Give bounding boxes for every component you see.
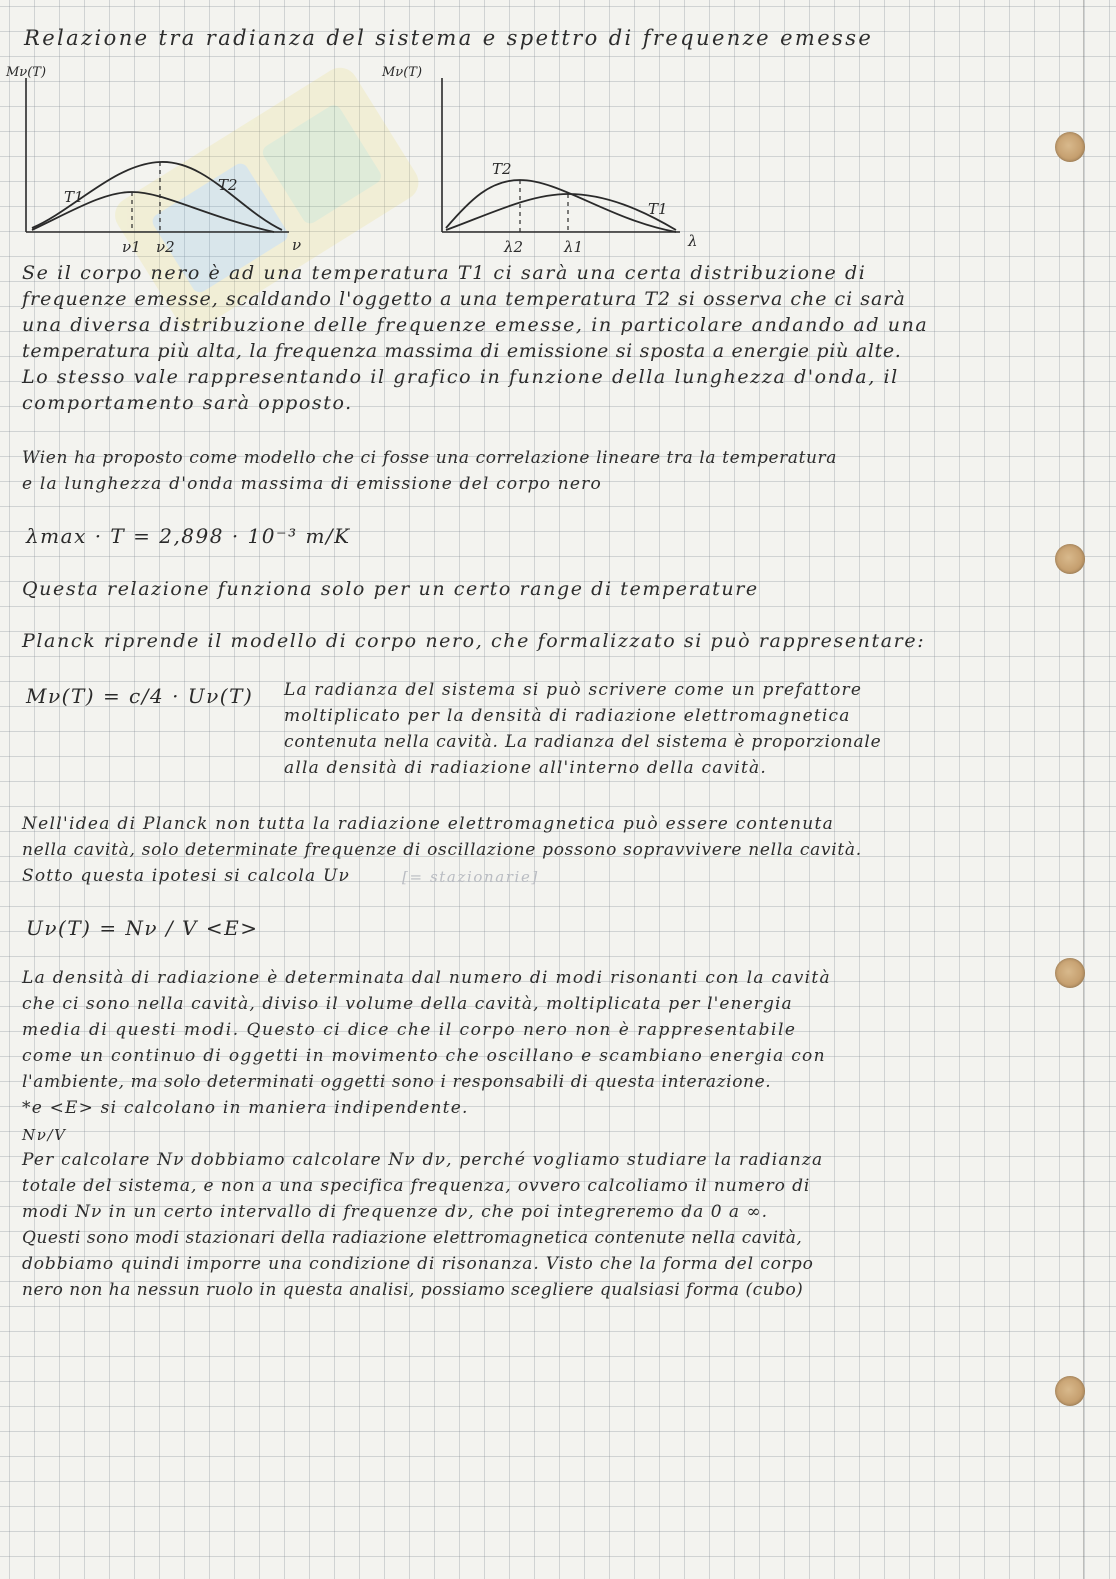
p1-line-5: Lo stesso vale rappresentando il grafico in funzione della lunghezza d'onda, il — [22, 366, 899, 388]
planck-desc-2: moltiplicato per la densità di radiazione elettromagnetica — [284, 706, 851, 726]
graph-left-tick-nu2: ν2 — [156, 238, 175, 256]
p6-note: Nν/V — [22, 1126, 67, 1144]
graph-frequency — [4, 60, 304, 260]
page-title: Relazione tra radianza del sistema e spettro di frequenze emesse — [24, 26, 874, 50]
p5-line-1: Nell'idea di Planck non tutta la radiazione elettromagnetica può essere contenuta — [22, 814, 835, 834]
p6-line-4: come un continuo di oggetti in movimento che oscillano e scambiano energia con — [22, 1046, 826, 1066]
graph-right-tick-lambda1: λ1 — [564, 238, 584, 256]
graph-right-xlabel: λ — [688, 232, 698, 250]
p2-line-1: Wien ha proposto come modello che ci fosse una correlazione lineare tra la temperatura — [22, 448, 838, 468]
p5-line-3: Sotto questa ipotesi si calcola Uν — [22, 866, 351, 886]
p6-line-6: *e <E> si calcolano in maniera indipendente. — [22, 1098, 469, 1118]
margin-line — [1083, 0, 1084, 1579]
punch-hole-3 — [1055, 958, 1085, 988]
p1-line-6: comportamento sarà opposto. — [22, 392, 353, 414]
graph-wavelength-svg — [380, 60, 710, 260]
planck-desc-1: La radianza del sistema si può scrivere come un prefattore — [284, 680, 863, 700]
p6-line-2: che ci sono nella cavità, diviso il volume della cavità, moltiplicata per l'energia — [22, 994, 793, 1014]
p7-line-2: totale del sistema, e non a una specifica frequenza, ovvero calcoliamo il numero di — [22, 1176, 811, 1196]
p7-line-6: nero non ha nessun ruolo in questa analisi, possiamo scegliere qualsiasi forma (cubo) — [22, 1280, 804, 1300]
p1-line-1: Se il corpo nero è ad una temperatura T1 ci sarà una certa distribuzione di — [22, 262, 867, 284]
planck-formula: Mν(T) = c/4 · Uν(T) — [26, 684, 254, 708]
p7-line-5: dobbiamo quindi imporre una condizione di risonanza. Visto che la forma del corpo — [22, 1254, 814, 1274]
graph-frequency-svg — [4, 60, 304, 260]
p1-line-3: una diversa distribuzione delle frequenze emesse, in particolare andando ad una — [22, 314, 929, 336]
p2-line-2: e la lunghezza d'onda massima di emissione del corpo nero — [22, 474, 602, 494]
p7-line-4: Questi sono modi stazionari della radiazione elettromagnetica contenute nella cavità, — [22, 1228, 803, 1248]
punch-hole-2 — [1055, 544, 1085, 574]
planck-desc-3: contenuta nella cavità. La radianza del sistema è proporzionale — [284, 732, 882, 752]
p4-line: Planck riprende il modello di corpo nero, che formalizzato si può rappresentare: — [22, 630, 926, 652]
p6-line-5: l'ambiente, ma solo determinati oggetti sono i responsabili di questa interazione. — [22, 1072, 772, 1092]
graph-right-ylabel: Mν(T) — [382, 65, 423, 80]
graph-left-ylabel: Mν(T) — [6, 65, 47, 80]
graph-wavelength — [380, 60, 710, 260]
p5-line-2: nella cavità, solo determinate frequenze di oscillazione possono sopravvivere nella cavità. — [22, 840, 862, 860]
p3-line: Questa relazione funziona solo per un certo range di temperature — [22, 578, 759, 600]
p7-line-1: Per calcolare Nν dobbiamo calcolare Nν dν, perché vogliamo studiare la radianza — [22, 1150, 824, 1170]
planck-desc-4: alla densità di radiazione all'interno della cavità. — [284, 758, 767, 778]
curve-right-t1 — [446, 194, 676, 230]
p1-line-4: temperatura più alta, la frequenza massima di emissione si sposta a energie più alte. — [22, 340, 902, 362]
wien-formula: λmax · T = 2,898 · 10⁻³ m/K — [26, 524, 351, 548]
graph-right-label-t2: T2 — [492, 160, 512, 178]
u-formula: Uν(T) = Nν / V <E> — [26, 916, 259, 940]
curve-right-t2 — [446, 180, 676, 232]
p7-line-3: modi Nν in un certo intervallo di frequenze dν, che poi integreremo da 0 a ∞. — [22, 1202, 769, 1222]
graph-left-label-t1: T1 — [64, 188, 84, 206]
graph-right-label-t1: T1 — [648, 200, 668, 218]
p6-line-1: La densità di radiazione è determinata dal numero di modi risonanti con la cavità — [22, 968, 831, 988]
graph-right-tick-lambda2: λ2 — [504, 238, 524, 256]
p1-line-2: frequenze emesse, scaldando l'oggetto a una temperatura T2 si osserva che ci sarà — [22, 288, 906, 310]
p5-note: [= stazionarie] — [402, 868, 539, 886]
graph-left-tick-nu1: ν1 — [122, 238, 141, 256]
graph-left-label-t2: T2 — [218, 176, 238, 194]
graph-left-xlabel: ν — [292, 236, 302, 254]
p6-line-3: media di questi modi. Questo ci dice che il corpo nero non è rappresentabile — [22, 1020, 797, 1040]
punch-hole-4 — [1055, 1376, 1085, 1406]
punch-hole-1 — [1055, 132, 1085, 162]
